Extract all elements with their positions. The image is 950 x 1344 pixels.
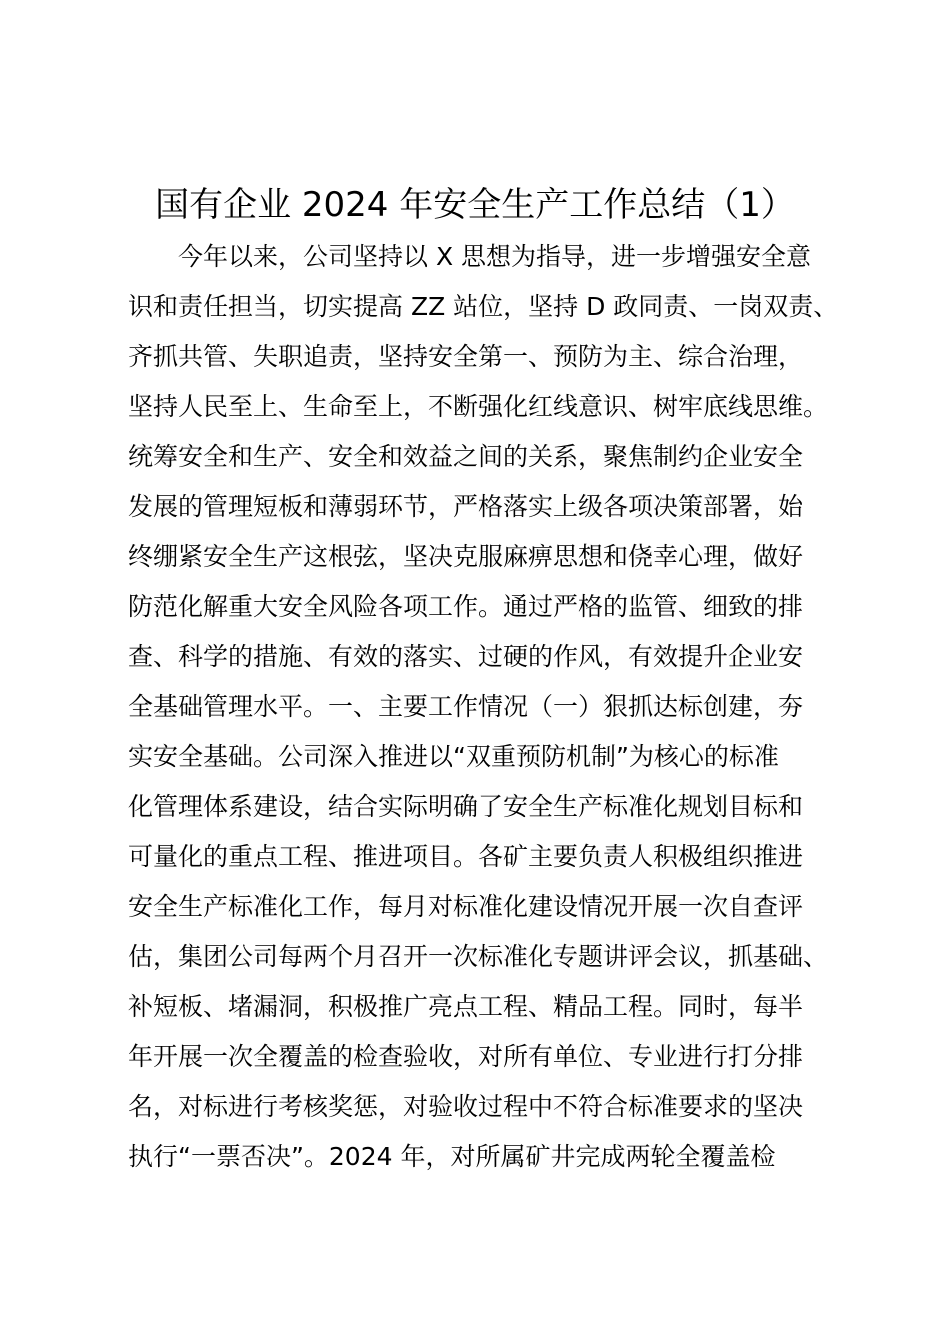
- body-line-15: 估，集团公司每两个月召开一次标准化专题讲评会议，抓基础、: [128, 942, 829, 971]
- body-line-18: 名，对标进行考核奖惩，对验收过程中不符合标准要求的坚决: [128, 1092, 804, 1121]
- body-line-17: 年开展一次全覆盖的检查验收，对所有单位、专业进行打分排: [128, 1042, 804, 1071]
- body-line-2: 识和责任担当，切实提高 ZZ 站位，坚持 D 政同责、一岗双责、: [128, 292, 839, 321]
- body-line-19: 执行“一票否决”。2024 年，对所属矿井完成两轮全覆盖检: [128, 1142, 776, 1171]
- body-line-9: 查、科学的措施、有效的落实、过硬的作风，有效提升企业安: [128, 642, 804, 671]
- body-line-6: 发展的管理短板和薄弱环节，严格落实上级各项决策部署，始: [128, 492, 804, 521]
- document-title: 国有企业 2024 年安全生产工作总结（1）: [155, 185, 795, 225]
- body-line-14: 安全生产标准化工作，每月对标准化建设情况开展一次自查评: [128, 892, 804, 921]
- document-body: [128, 232, 848, 1182]
- body-line-11: 实安全基础。公司深入推进以“双重预防机制”为核心的标准: [128, 742, 779, 771]
- body-line-8: 防范化解重大安全风险各项工作。通过严格的监管、细致的排: [128, 592, 804, 621]
- body-line-4: 坚持人民至上、生命至上，不断强化红线意识、树牢底线思维。: [128, 392, 829, 421]
- body-line-13: 可量化的重点工程、推进项目。各矿主要负责人积极组织推进: [128, 842, 804, 871]
- body-line-16: 补短板、堵漏洞，积极推广亮点工程、精品工程。同时，每半: [128, 992, 804, 1021]
- body-line-5: 统筹安全和生产、安全和效益之间的关系，聚焦制约企业安全: [128, 442, 804, 471]
- body-line-12: 化管理体系建设，结合实际明确了安全生产标准化规划目标和: [128, 792, 804, 821]
- body-line-10: 全基础管理水平。一、主要工作情况（一）狠抓达标创建，夯: [128, 692, 804, 721]
- body-line-3: 齐抓共管、失职追责，坚持安全第一、预防为主、综合治理，: [128, 342, 804, 371]
- body-line-1: 今年以来，公司坚持以 X 思想为指导，进一步增强安全意: [178, 242, 812, 271]
- body-line-7: 终绷紧安全生产这根弦，坚决克服麻痹思想和侥幸心理，做好: [128, 542, 804, 571]
